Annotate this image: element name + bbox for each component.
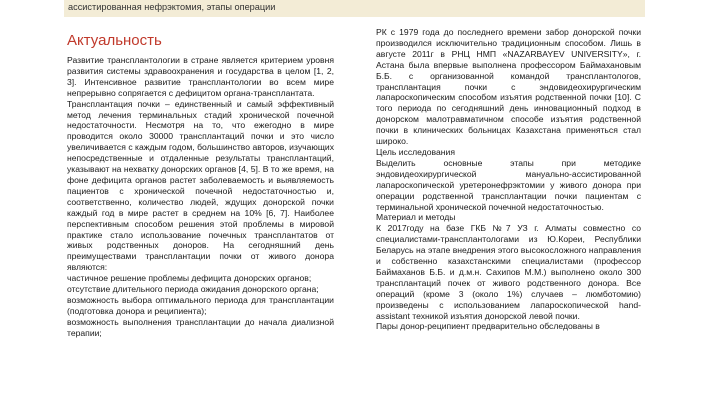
- paragraph: отсутствие длительного периода ожидания донорского органа;: [67, 284, 319, 295]
- paragraph: Развитие трансплантологии в стране является критерием уровня развития системы здравоохранения и государства в целом [1, 2, 3]. Интенсивное развитие трансплантологии во всем мире непрерывно сопрягается с дефицитом органа-трансплантата.: [67, 55, 334, 98]
- paragraph: возможность выбора оптимального периода для трансплантации (подготовка донора и реципиента);: [67, 294, 334, 316]
- left-column: [67, 22, 334, 339]
- paragraph: Выделить основные этапы при методике эндовидеохирургической мануально-ассистированной лапароскопической уретеронефрэктомии у живого донора при операции родственной трансплантации почки пациентам с терминальной хронической почечной недостаточностью.: [376, 157, 641, 212]
- paragraph: Трансплантация почки – единственный и самый эффективный метод лечения терминальных стадий хронической почечной недостаточности. Несмотря на то, что ежегодно в мире проводится около 30000 трансплантаций почки и это число увеличивается с каждым годом, большинство авторов, изучающих непосредственные и отдаленные результаты трансплантаций, указывают на нехватку донорских органов [4, 5]. В то же время, на фоне дефицита органов растет заболеваемость и выявляемость пациентов с хронической почечной недостаточностью и, соответственно, количество людей, ждущих донорской почки каждый год в мире растет в среднем на 10% [6, 7]. Наиболее перспективным способом решения этой проблемы в мировой практике стало использование почечных трансплантатов от живых родственных доноров. На сегодняшний день преимуществами трансплантации почки от живого донора являются:: [67, 98, 334, 273]
- right-column: [376, 27, 641, 332]
- paragraph: К 2017году на базе ГКБ №7 УЗ г. Алматы совместно со специалистами-трансплантологами из Ю.Кореи, Республики Беларусь на этапе внедрения этого высокосложного направления и собственно казахстанскими специалистами (профессор Баймаханов Б.Б. и д.м.н. Сахипов М.М.) выполнено около 300 трансплантаций почек от живого родственного донора. Все операций (кроме 3 (около 1%) случаев – люмботомию) произведены с использованием лапароскопической hand-assistant техникой изъятия донорской левой почки.: [376, 223, 641, 321]
- keywords-line: ассистированная нефрэктомия, этапы операции: [64, 0, 645, 17]
- paragraph: РК с 1979 года до последнего времени забор донорской почки производился исключительно традиционным способом. Лишь в августе 2011г в РНЦ НМП «NAZARBAYEV UNIVERSITY», г. Астана была впервые выполнена профессором Баймахановым Б.Б. с организованной командой трансплантологов, трансплантация почки с эндовидеохирургическим лапароскопическим способом изъятия родственной почки [10]. С того периода по сегодняшний день инновационный подход в донорском малотравматичном способе изъятия родственной почки в клинических больницах Казахстана применяться стал широко.: [376, 27, 641, 147]
- section-heading-relevance: Актуальность: [67, 32, 162, 49]
- paragraph: частичное решение проблемы дефицита донорских органов;: [67, 273, 312, 284]
- subheading-goal: Цель исследования: [376, 146, 455, 157]
- paragraph: возможность выполнения трансплантации до начала диализной терапии;: [67, 316, 334, 338]
- subheading-methods: Материал и методы: [376, 212, 456, 223]
- paragraph: Пары донор-реципиент предварительно обследованы в: [376, 321, 600, 332]
